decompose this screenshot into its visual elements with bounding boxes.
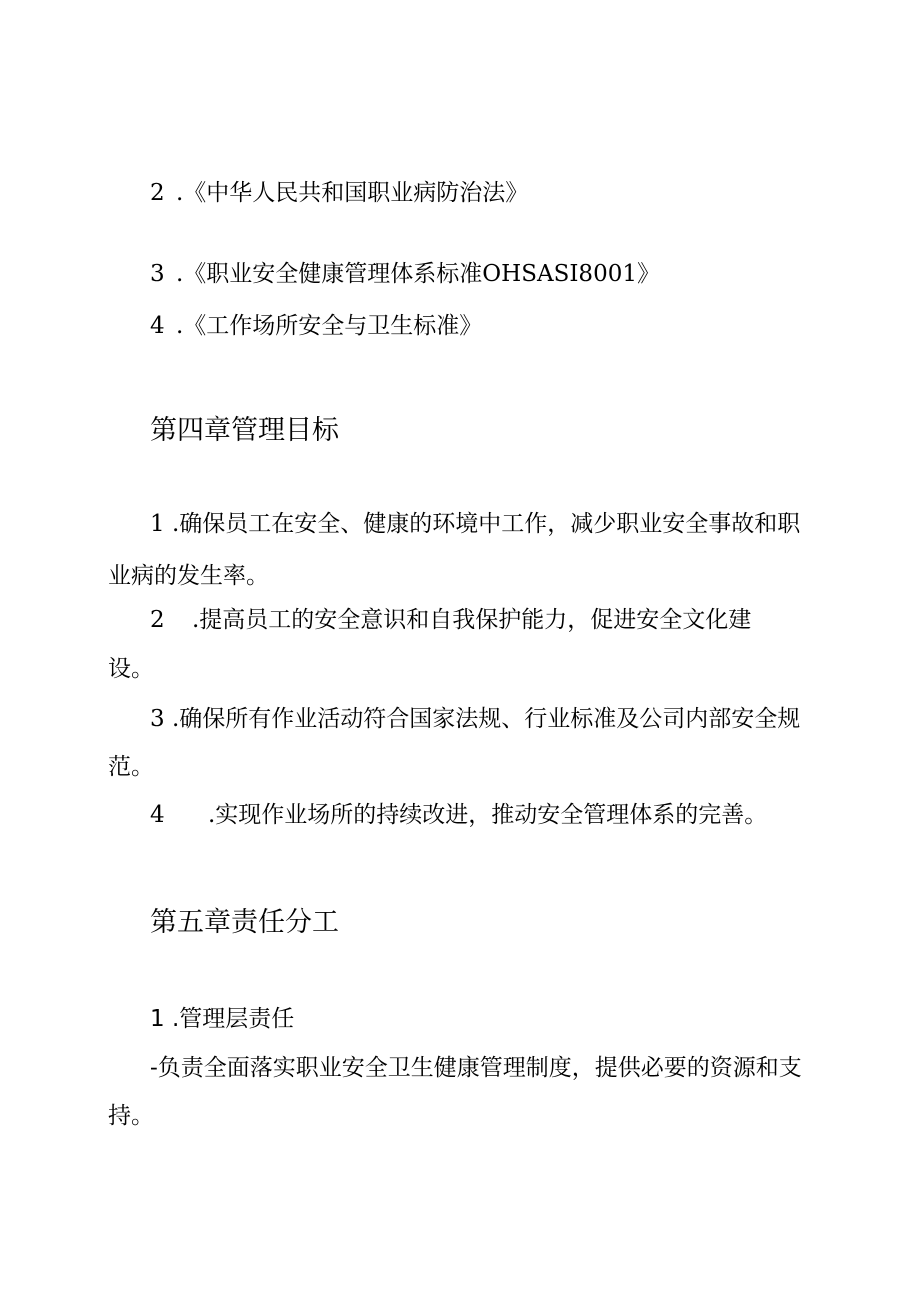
goal-text: .实现作业场所的持续改进，推动安全管理体系的完善。 xyxy=(208,802,768,828)
goal-item-2-line2: 设。 xyxy=(108,656,154,682)
chapter-5-title: 第五章责任分工 xyxy=(150,907,339,938)
reference-item xyxy=(150,259,660,289)
goal-item-1-line2: 业病的发生率。 xyxy=(108,563,269,589)
reference-number: 3 xyxy=(150,261,165,287)
goal-item-4-line1 xyxy=(150,800,767,830)
reference-number: 4 xyxy=(150,313,165,339)
reference-text: .《职业安全健康管理体系标准OHSASI8001》 xyxy=(176,261,660,287)
goal-number: 4 xyxy=(150,802,165,828)
reference-item xyxy=(150,311,482,341)
reference-number: 2 xyxy=(150,180,165,206)
goal-item-3-line2: 范。 xyxy=(108,754,154,780)
subsection-number: 1 xyxy=(150,1006,165,1032)
subsection-title xyxy=(150,1004,294,1034)
goal-item-1-line1 xyxy=(150,509,800,539)
reference-item xyxy=(150,178,528,208)
goal-number: 2 xyxy=(150,607,165,633)
responsibility-line2: 持。 xyxy=(108,1103,154,1129)
subsection-title-text: .管理层责任 xyxy=(172,1006,295,1032)
goal-number: 3 xyxy=(150,706,165,732)
goal-item-2-line1 xyxy=(150,605,751,635)
goal-text: .确保所有作业活动符合国家法规、行业标准及公司内部安全规 xyxy=(172,706,801,732)
goal-number: 1 xyxy=(150,511,165,537)
goal-text: .确保员工在安全、健康的环境中工作，减少职业安全事故和职 xyxy=(172,511,801,537)
reference-text: .《工作场所安全与卫生标准》 xyxy=(176,313,483,339)
goal-text: .提高员工的安全意识和自我保护能力，促进安全文化建 xyxy=(192,607,752,633)
responsibility-line1: -负责全面落实职业安全卫生健康管理制度，提供必要的资源和支 xyxy=(150,1055,802,1081)
reference-text: .《中华人民共和国职业病防治法》 xyxy=(176,180,529,206)
chapter-4-title: 第四章管理目标 xyxy=(150,415,339,446)
goal-item-3-line1 xyxy=(150,704,800,734)
